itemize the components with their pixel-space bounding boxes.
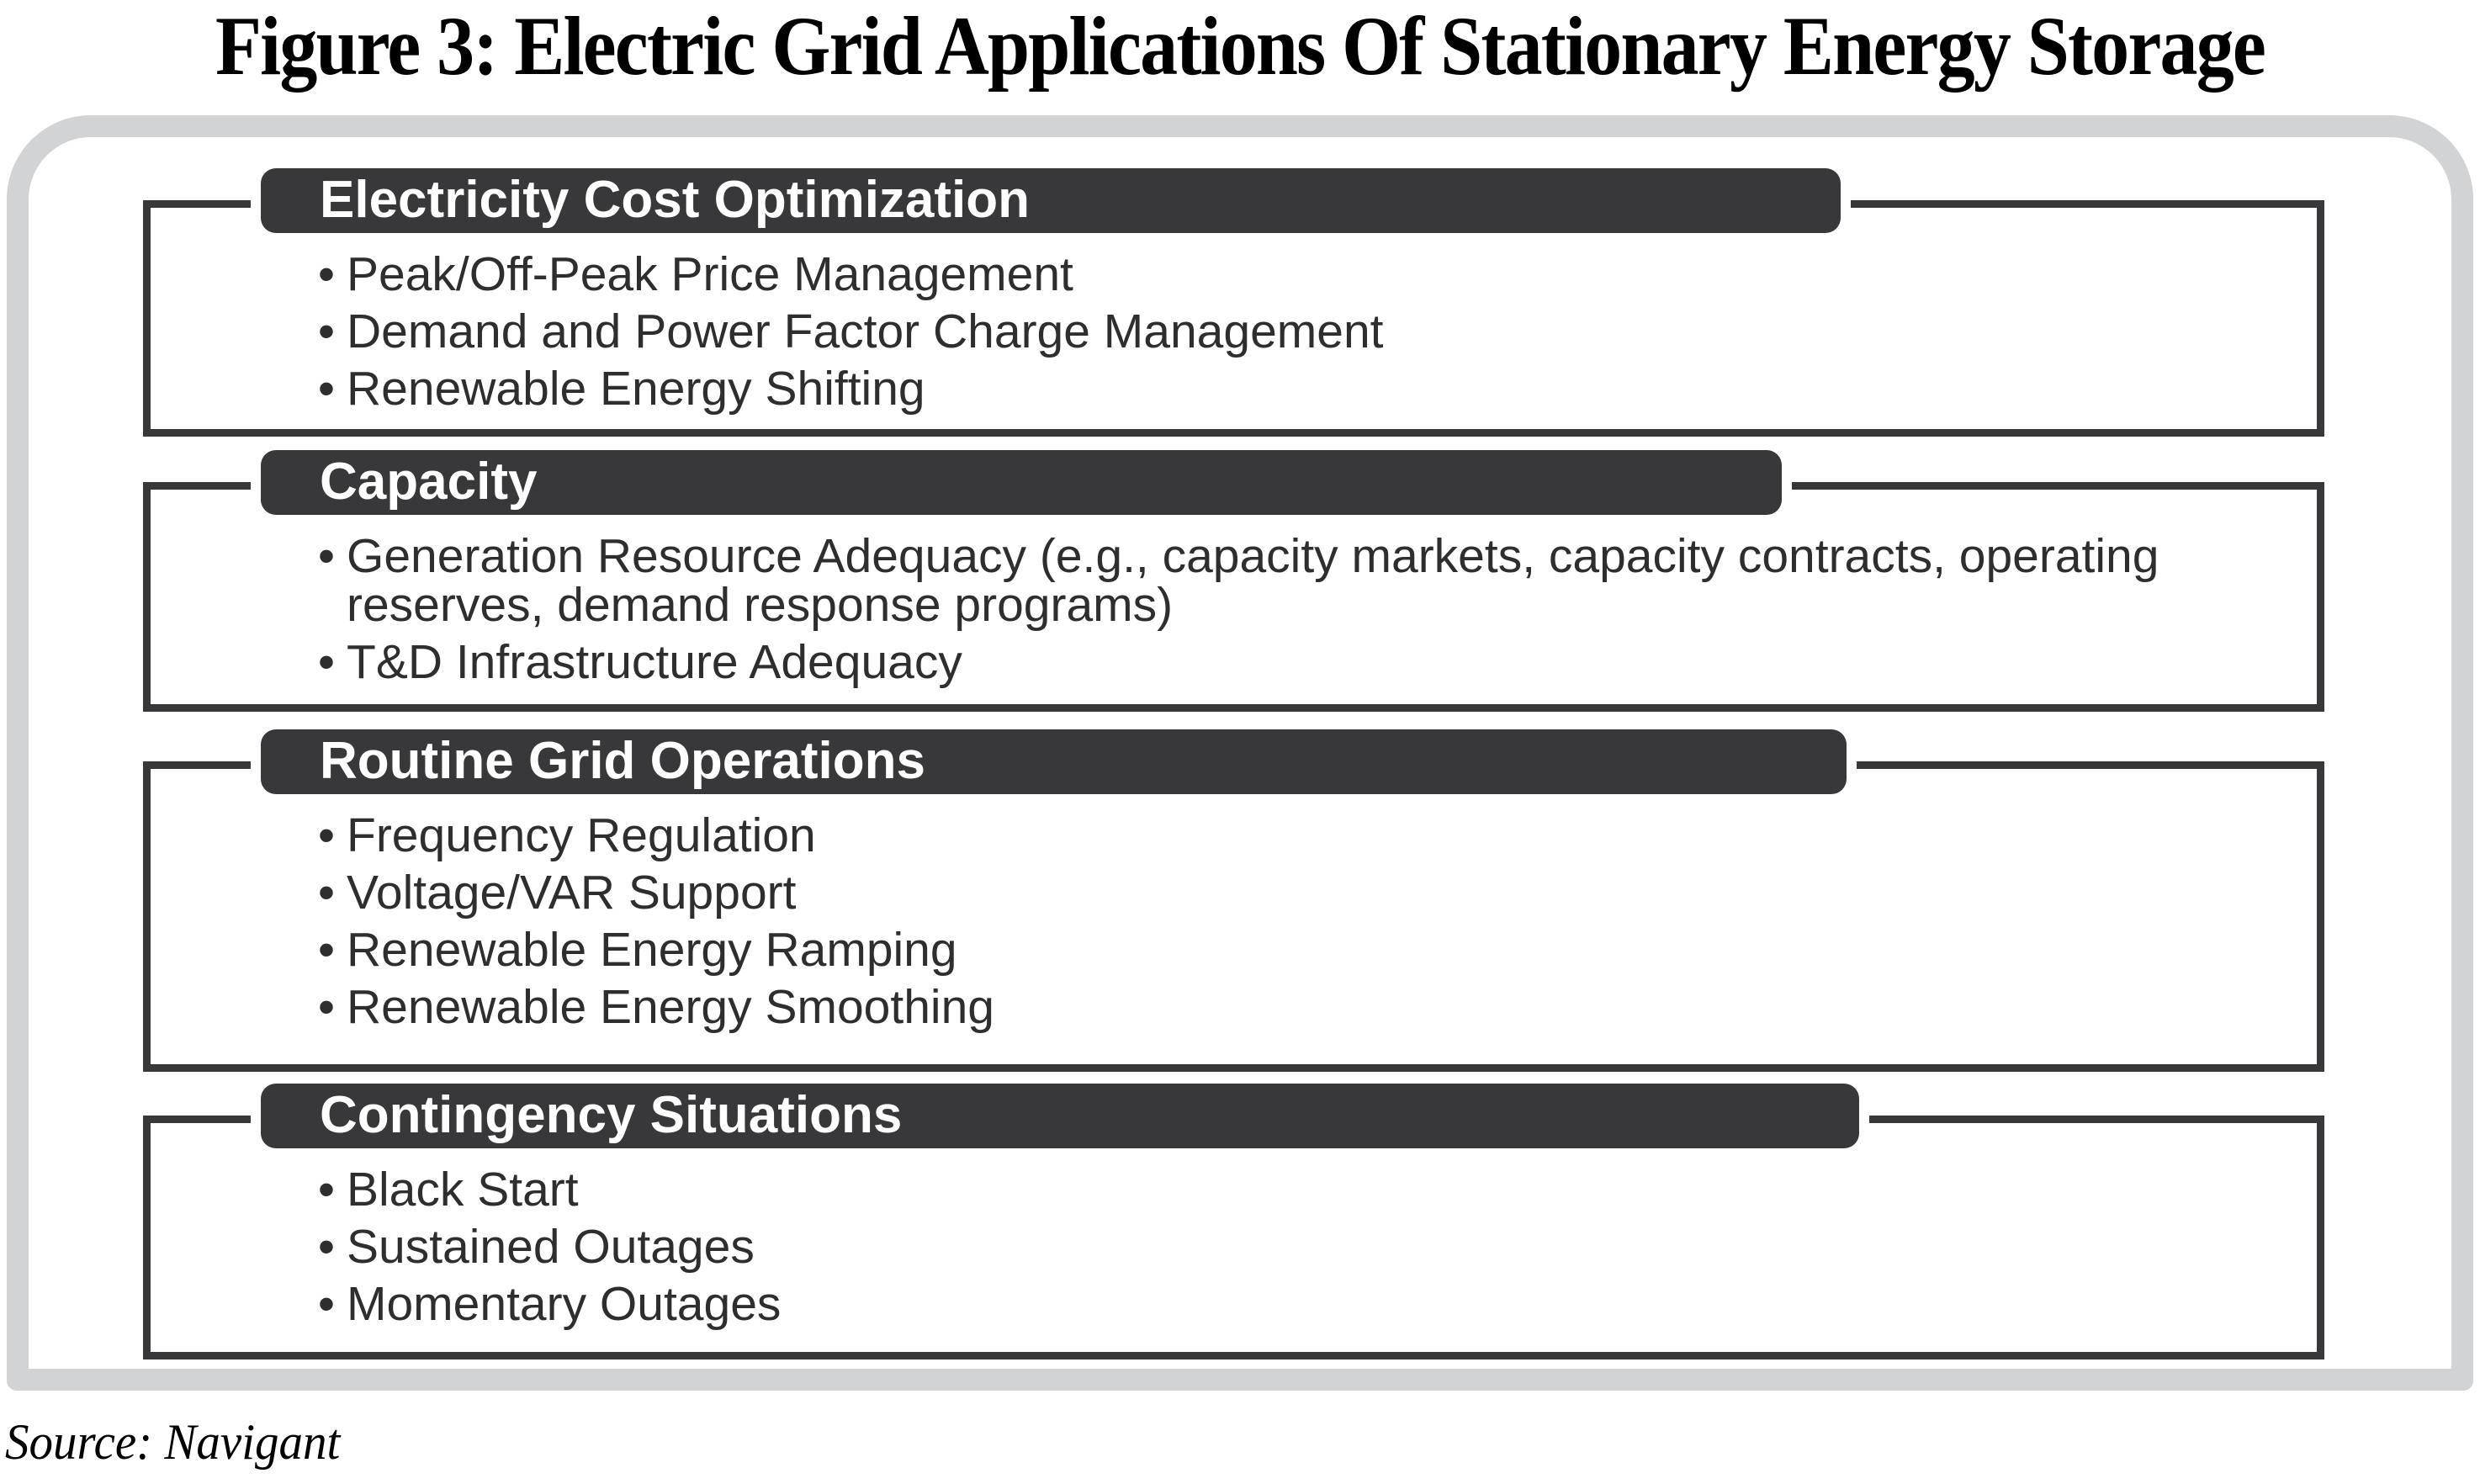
bullet-item: • Renewable Energy Smoothing (318, 983, 2249, 1031)
section-header: Contingency Situations (261, 1084, 1859, 1148)
section-header: Capacity (261, 450, 1782, 515)
bullet-item: • Black Start (318, 1165, 2249, 1214)
section-header: Electricity Cost Optimization (261, 168, 1841, 233)
bullet-item: • Renewable Energy Shifting (318, 364, 2249, 413)
bullet-item: • Generation Resource Adequacy (e.g., capacity markets, capacity contracts, operating reserves, demand response programs) (318, 532, 2249, 629)
bullet-item: • Frequency Regulation (318, 811, 2249, 860)
bullet-item: • Renewable Energy Ramping (318, 925, 2249, 974)
bullet-item: • Voltage/VAR Support (318, 868, 2249, 917)
bullet-list (143, 1165, 2324, 1337)
section-routine-grid-operations (143, 729, 2324, 1072)
section-electricity-cost-optimization (143, 168, 2324, 437)
bullet-item: • Demand and Power Factor Charge Management (318, 307, 2249, 356)
section-contingency-situations (143, 1084, 2324, 1359)
bullet-list (143, 529, 2324, 695)
section-capacity (143, 450, 2324, 712)
section-header: Routine Grid Operations (261, 729, 1847, 794)
bullet-item: • Momentary Outages (318, 1280, 2249, 1328)
source-caption: Source: Navigant (5, 1414, 341, 1470)
bullet-list (143, 808, 2324, 1040)
bullet-item: • T&D Infrastructure Adequacy (318, 638, 2249, 686)
bullet-list (143, 247, 2324, 421)
bullet-item: • Sustained Outages (318, 1222, 2249, 1271)
figure-title: Figure 3: Electric Grid Applications Of Stationary Energy Storage (215, 0, 2265, 93)
bullet-item: • Peak/Off-Peak Price Management (318, 250, 2249, 299)
